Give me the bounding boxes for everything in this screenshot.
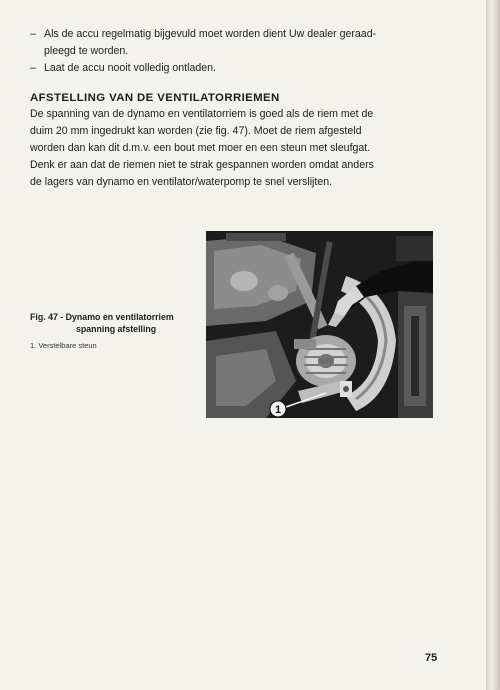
body-line: duim 20 mm ingedrukt kan worden (zie fig. 47). Moet de riem afgesteld [30, 125, 362, 137]
section-body [30, 106, 445, 191]
callout-number: 1 [274, 404, 282, 416]
body-line: worden dan kan dit d.m.v. een bout met moer en een steun met sleufgat. [30, 142, 371, 154]
bullet-dash: – [30, 62, 36, 74]
body-line: Denk er aan dat de riemen niet te strak gespannen worden omdat anders [30, 159, 374, 171]
bullet-item [30, 60, 440, 77]
bullet-list [30, 26, 440, 77]
engine-photo [206, 231, 433, 418]
figure-caption [30, 311, 205, 350]
caption-legend-item: 1. Verstelbare steun [30, 341, 97, 350]
body-line: de lagers van dynamo en ventilator/waterpomp te snel verslijten. [30, 176, 333, 188]
section-heading: AFSTELLING VAN DE VENTILATORRIEMEN [30, 92, 280, 104]
bullet-text-line: Laat de accu nooit volledig ontladen. [44, 62, 216, 74]
bullet-text-line: Als de accu regelmatig bijgevuld moet worden dient Uw dealer geraad- [44, 28, 377, 40]
engine-photo-drawing [206, 231, 433, 418]
bullet-item [30, 26, 440, 60]
book-spine-edge [486, 0, 500, 690]
bullet-text-line: pleegd te worden. [44, 45, 129, 57]
page-number: 75 [425, 652, 438, 664]
caption-title [30, 311, 205, 335]
caption-title-line: spanning afstelling [76, 324, 157, 334]
caption-title-line: Fig. 47 - Dynamo en ventilatorriem [30, 312, 174, 322]
bullet-dash: – [30, 28, 36, 40]
body-line: De spanning van de dynamo en ventilatorriem is goed als de riem met de [30, 108, 374, 120]
